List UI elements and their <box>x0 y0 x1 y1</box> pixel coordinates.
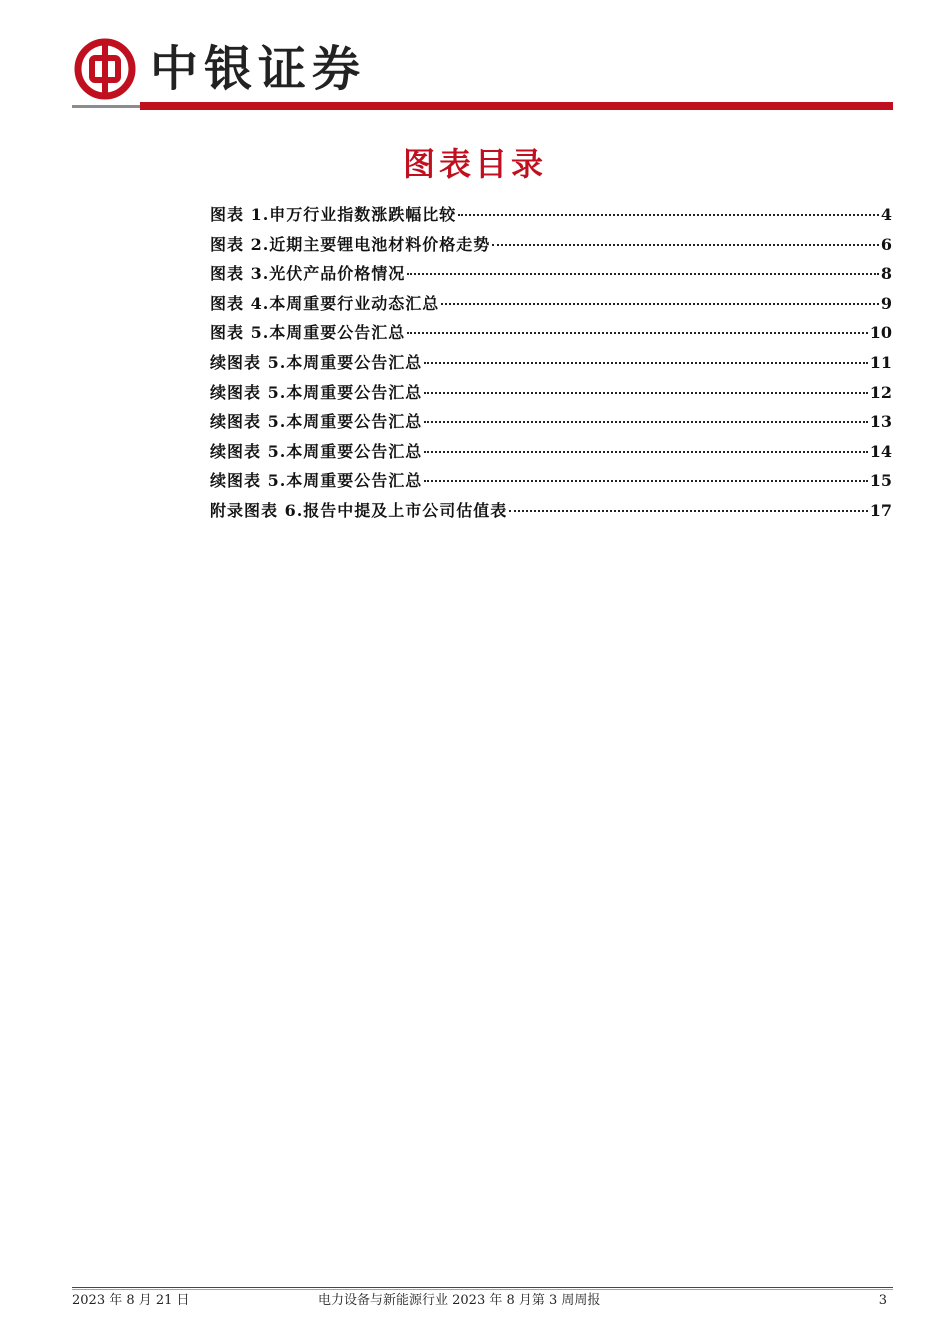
toc-entry[interactable] <box>210 407 892 437</box>
toc-entry-page: 10 <box>869 323 892 343</box>
page-header <box>72 36 893 110</box>
footer-date: 2023 年 8 月 21 日 <box>72 1293 190 1308</box>
toc-entry-leader <box>424 362 867 364</box>
brand-name: 中银证券 <box>150 41 367 97</box>
footer-page-number: 3 <box>878 1293 887 1308</box>
header-rule-gray <box>72 105 140 108</box>
toc-title: 图表目录 <box>402 145 547 183</box>
toc-entry[interactable] <box>210 259 892 289</box>
toc-entry-label: 图表 4.本周重要行业动态汇总 <box>210 293 440 313</box>
toc-entry-label: 图表 5.本周重要公告汇总 <box>210 323 406 343</box>
toc-entry-leader <box>441 303 879 305</box>
toc-entry[interactable] <box>210 318 892 348</box>
toc-entry[interactable] <box>210 200 892 230</box>
toc-entry-page: 9 <box>880 293 892 313</box>
toc-entry-label: 附录图表 6.报告中提及上市公司估值表 <box>210 500 508 520</box>
toc-entry[interactable] <box>210 466 892 496</box>
toc-entry-page: 8 <box>880 264 892 284</box>
page-footer <box>72 1291 893 1311</box>
toc-entry-leader <box>424 421 867 423</box>
toc-entry-leader <box>407 273 879 275</box>
footer-rule <box>72 1287 893 1288</box>
toc-entry[interactable] <box>210 378 892 408</box>
toc-entry-label: 续图表 5.本周重要公告汇总 <box>210 441 423 461</box>
toc-entry-leader <box>424 392 867 394</box>
toc-entry-label: 续图表 5.本周重要公告汇总 <box>210 412 423 432</box>
toc-entry-leader <box>407 332 867 334</box>
toc-entry-leader <box>509 510 867 512</box>
toc-entry-page: 13 <box>869 412 892 432</box>
toc-entry-label: 续图表 5.本周重要公告汇总 <box>210 382 423 402</box>
toc-entry-label: 图表 1.申万行业指数涨跌幅比较 <box>210 205 457 224</box>
footer-report-title: 电力设备与新能源行业 2023 年 8 月第 3 周周报 <box>318 1293 601 1308</box>
toc-entry-page: 11 <box>869 352 892 372</box>
footer-rule-thin <box>72 1289 893 1290</box>
toc-entry[interactable] <box>210 230 892 260</box>
toc-entry-page: 15 <box>869 471 892 491</box>
toc-entry-leader <box>458 214 879 216</box>
toc-entry-page: 12 <box>869 382 892 402</box>
toc-entry-page: 4 <box>880 205 892 224</box>
toc-entry-leader <box>492 244 879 246</box>
toc-list <box>210 200 892 526</box>
toc-entry-label: 续图表 5.本周重要公告汇总 <box>210 352 423 372</box>
toc-entry-leader <box>424 480 867 482</box>
toc-entry-label: 续图表 5.本周重要公告汇总 <box>210 471 423 491</box>
toc-entry[interactable] <box>210 348 892 378</box>
toc-entry-page: 14 <box>869 441 892 461</box>
toc-entry-leader <box>424 451 867 453</box>
toc-entry-label: 图表 3.光伏产品价格情况 <box>210 264 406 284</box>
toc-entry-page: 6 <box>880 234 892 254</box>
toc-entry-page: 17 <box>869 500 892 520</box>
toc-entry[interactable] <box>210 437 892 467</box>
toc-entry-label: 图表 2.近期主要锂电池材料价格走势 <box>210 234 491 254</box>
header-rule-red <box>140 102 893 110</box>
toc-entry[interactable] <box>210 289 892 319</box>
bank-of-china-logo-icon <box>74 38 136 100</box>
toc-entry[interactable] <box>210 496 892 526</box>
